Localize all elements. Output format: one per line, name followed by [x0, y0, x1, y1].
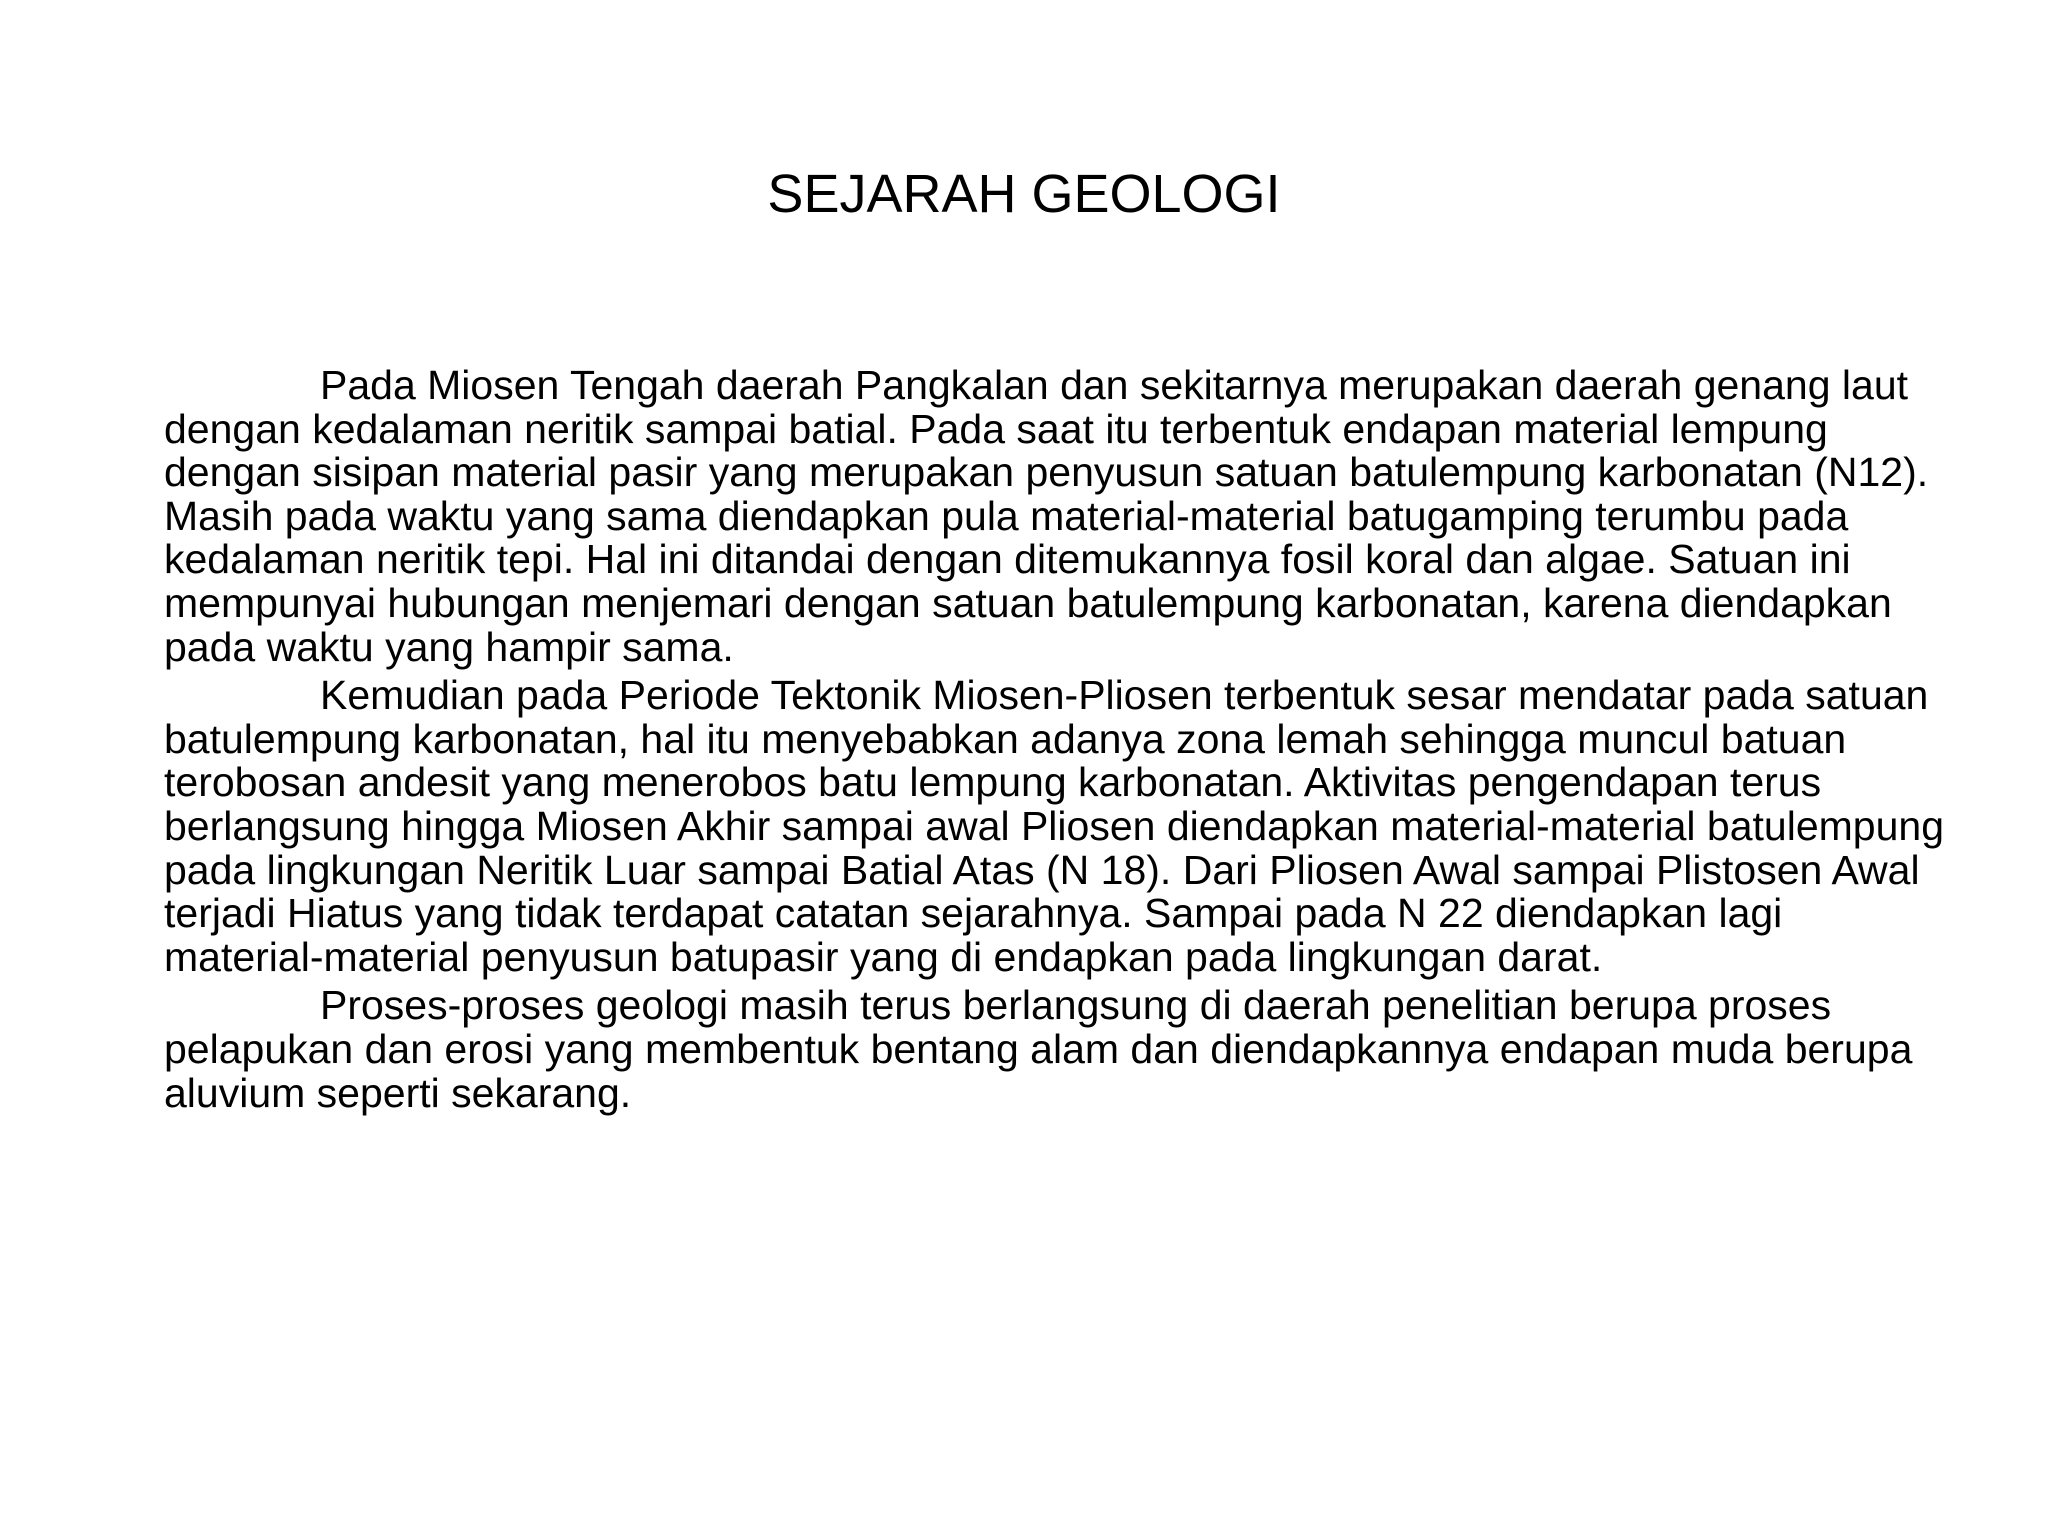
slide-body — [164, 364, 1944, 1120]
paragraph-2: Kemudian pada Periode Tektonik Miosen-Pliosen terbentuk sesar mendatar pada satuan batulempung karbonatan, hal itu menyebabkan adanya zona lemah sehingga muncul batuan terobosan andesit yang menerobos batu lempung karbonatan. Aktivitas pengendapan terus berlangsung hingga Miosen Akhir sampai awal Pliosen diendapkan material-material batulempung pada lingkungan Neritik Luar sampai Batial Atas (N 18). Dari Pliosen Awal sampai Plistosen Awal terjadi Hiatus yang tidak terdapat catatan sejarahnya. Sampai pada N 22 diendapkan lagi material-material penyusun batupasir yang di endapkan pada lingkungan darat. — [164, 672, 1944, 980]
slide-title: SEJARAH GEOLOGI — [767, 164, 1281, 224]
paragraph-3: Proses-proses geologi masih terus berlangsung di daerah penelitian berupa proses pelapukan dan erosi yang membentuk bentang alam dan diendapkannya endapan muda berupa aluvium seperti sekarang. — [164, 982, 1913, 1116]
paragraph-1: Pada Miosen Tengah daerah Pangkalan dan sekitarnya merupakan daerah genang laut dengan kedalaman neritik sampai batial. Pada saat itu terbentuk endapan material lempung dengan sisipan material pasir yang merupakan penyusun satuan batulempung karbonatan (N12). Masih pada waktu yang sama diendapkan pula material-material batugamping terumbu pada kedalaman neritik tepi. Hal ini ditandai dengan ditemukannya fosil koral dan algae. Satuan ini mempunyai hubungan menjemari dengan satuan batulempung karbonatan, karena diendapkan pada waktu yang hampir sama. — [164, 362, 1929, 670]
